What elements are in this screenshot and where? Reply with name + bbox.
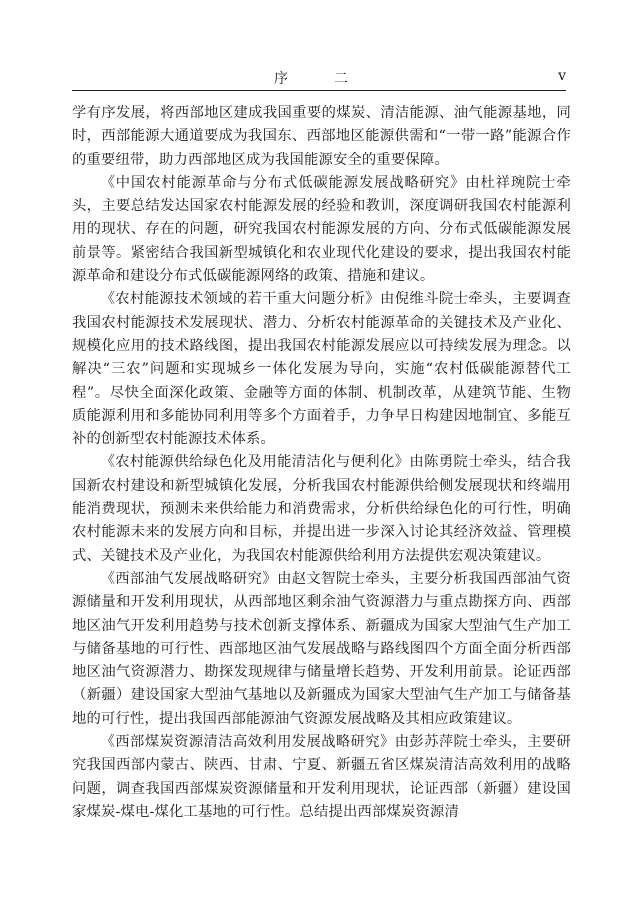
paragraph-western-coal: 《西部煤炭资源清洁高效利用发展战略研究》由彭苏萍院士牵头，主要研究我国西部内蒙古、陕西、甘肃、宁夏、新疆五省区煤炭清洁高效利用的战略问题，调查我国西部煤炭资源储量和开发利用现状，论证西部（新疆）建设国家煤炭-煤电-煤化工基地的可行性。总结提出西部煤炭资源清 — [72, 734, 571, 820]
paragraph-rural-energy-supply: 《农村能源供给绿色化及用能清洁化与便利化》由陈勇院士牵头，结合我国新农村建设和新型城镇化发展，分析我国农村能源供给侧发展现状和终端用能消费现状，预测未来供给能力和消费需求，分析供给绿色化的可行性，明确农村能源未来的发展方向和目标，并提出进一步深入讨论其经济效益、管理模式、关键技术及产业化，为我国农村能源供给利用方法提供宏观决策建议。 — [72, 454, 571, 564]
paragraph-western-oil-gas: 《西部油气发展战略研究》由赵文智院士牵头，主要分析我国西部油气资源储量和开发利用现状，从西部地区剩余油气资源潜力与重点勘探方向、西部地区油气开发利用趋势与技术创新支撑体系、新疆成为国家大型油气生产加工与储备基地的可行性、西部地区油气发展战略与路线图四个方面全面分析西部地区油气资源潜力、勘探发现规律与储量增长趋势、开发利用前景。论证西部（新疆）建设国家大型油气基地以及新疆成为国家大型油气生产加工与储备基地的可行性，提出我国西部能源油气资源发展战略及其相应政策建议。 — [72, 570, 571, 727]
paragraph-rural-energy-technology: 《农村能源技术领域的若干重大问题分析》由倪维斗院士牵头，主要调查我国农村能源技术发展现状、潜力、分析农村能源革命的关键技术及产业化、规模化应用的技术路线图，提出我国农村能源发展应以可持续发展为理念。以解决“三农”问题和实现城乡一体化发展为导向，实施“农村低碳能源替代工程”。尽快全面深化政策、金融等方面的体制、机制改革，从建筑节能、生物质能源利用和多能协同利用等多个方面着手，力争早日构建因地制宜、多能互补的创新型农村能源技术体系。 — [72, 291, 571, 448]
page-header — [72, 66, 566, 91]
paragraph-continued: 学有序发展，将西部地区建成我国重要的煤炭、清洁能源、油气能源基地，同时，西部能源大通道要成为我国东、西部地区能源供需和“一带一路”能源合作的重要纽带，助力西部地区成为我国能源安全的重要保障。 — [72, 105, 571, 168]
running-header-title: 序 二 — [274, 71, 364, 87]
page-number: v — [558, 68, 566, 84]
paragraph-rural-energy-revolution: 《中国农村能源革命与分布式低碳能源发展战略研究》由杜祥琬院士牵头，主要总结发达国家农村能源发展的经验和教训，深度调研我国农村能源利用的现状、存在的问题，研究我国农村能源发展的方向、分布式低碳能源发展前景等。紧密结合我国新型城镇化和农业现代化建设的要求，提出我国农村能源革命和建设分布式低碳能源网络的政策、措施和建议。 — [72, 174, 571, 285]
body-text — [72, 102, 571, 824]
